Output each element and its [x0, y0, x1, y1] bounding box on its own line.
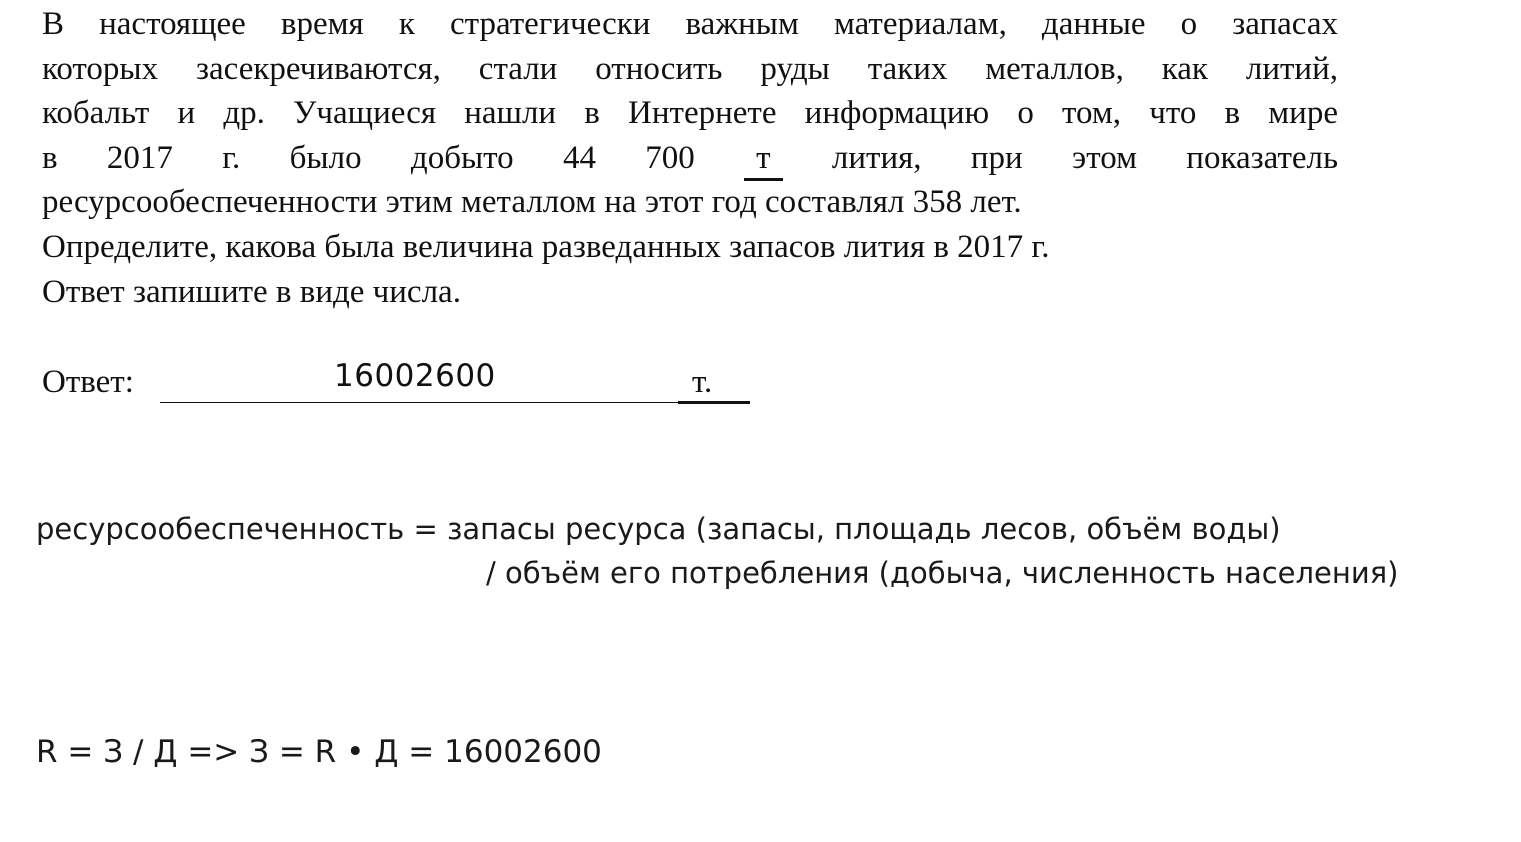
task-line-4: [42, 136, 1338, 181]
answer-unit: т.: [678, 364, 750, 404]
answer-row: [42, 358, 762, 410]
task-line-3: кобальт и др. Учащиеся нашли в Интернете информацию о том, что в мире: [42, 95, 1338, 132]
answer-label: Ответ:: [42, 364, 134, 400]
task-line-7: Ответ запишите в виде числа.: [42, 273, 461, 310]
task-text: [42, 2, 1338, 314]
task-unit-underlined: т: [744, 140, 782, 181]
task-line-4-end: лития, при этом показатель: [831, 139, 1339, 176]
definition-line-1: ресурсообеспеченность = запасы ресурса (запасы, площадь лесов, объём воды): [36, 512, 1281, 546]
definition-line-2: / объём его потребления (добыча, численность населения): [486, 556, 1399, 590]
task-line-5: ресурсообеспеченности этим металлом на этот год составлял 358 лет.: [42, 184, 1022, 221]
answer-value: 16002600: [334, 358, 496, 394]
task-line-6: Определите, какова была величина разведанных запасов лития в 2017 г.: [42, 228, 1050, 265]
task-line-4-start: в 2017 г. было добыто 44 700: [42, 139, 695, 176]
answer-field-line: [160, 402, 685, 403]
task-line-2: которых засекречиваются, стали относить руды таких металлов, как литий,: [42, 50, 1338, 87]
task-line-1: В настоящее время к стратегически важным материалам, данные о запасах: [42, 6, 1338, 42]
formula: R = З / Д => З = R • Д = 16002600: [36, 734, 602, 770]
